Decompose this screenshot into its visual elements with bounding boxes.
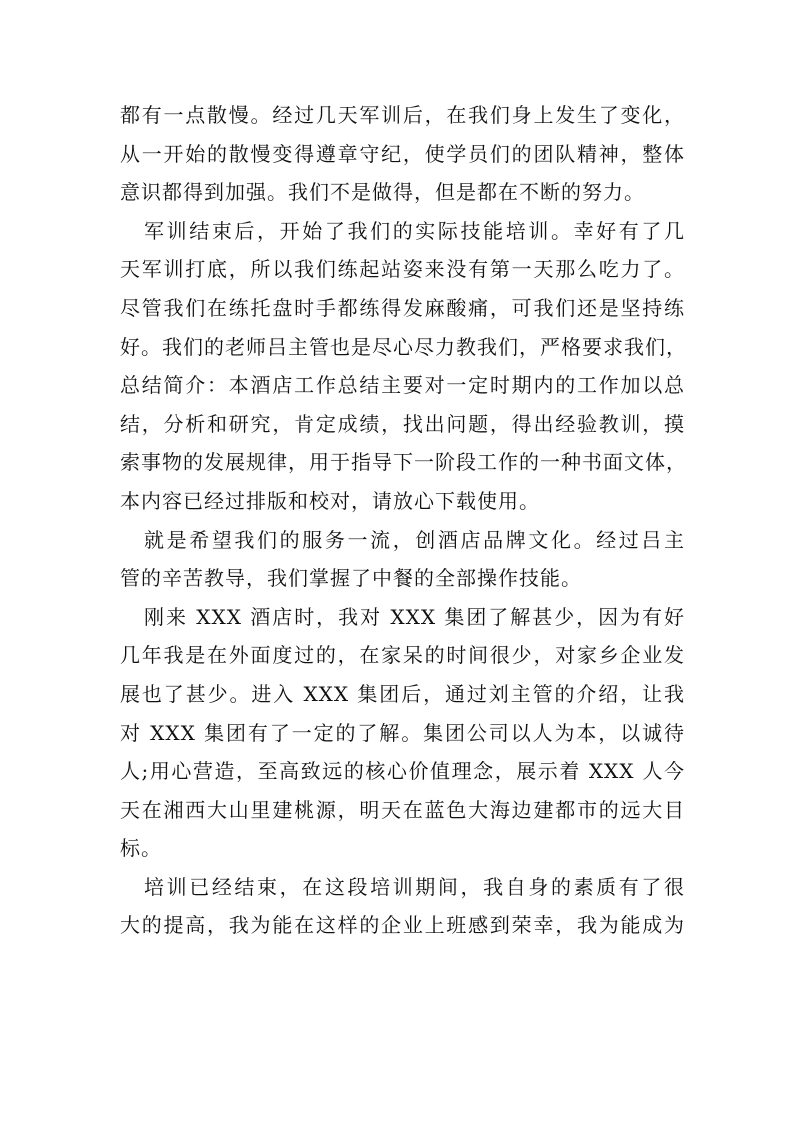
text-line: 标。 bbox=[120, 836, 162, 861]
text-line: 培训已经结束，在这段培训期间，我自身的素质有了很 bbox=[144, 874, 685, 899]
text-line: 都有一点散慢。经过几天军训后，在我们身上发生了变化， bbox=[120, 103, 685, 127]
text-line: 人;用心营造，至高致远的核心价值理念，展示着 XXX 人今 bbox=[120, 759, 685, 784]
text-line: 总结简介：本酒店工作总结主要对一定时期内的工作加以总 bbox=[120, 373, 685, 398]
text-line: 索事物的发展规律，用于指导下一阶段工作的一种书面文体， bbox=[120, 450, 687, 475]
text-line: 管的辛苦教导，我们掌握了中餐的全部操作技能。 bbox=[120, 566, 582, 591]
text-line: 几年我是在外面度过的，在家呆的时间很少，对家乡企业发 bbox=[120, 643, 685, 668]
text-line: 军训结束后，开始了我们的实际技能培训。幸好有了几 bbox=[144, 218, 685, 243]
text-line: 好。我们的老师吕主管也是尽心尽力教我们，严格要求我们， bbox=[120, 334, 687, 359]
text-line: 展也了甚少。进入 XXX 集团后，通过刘主管的介绍，让我 bbox=[120, 681, 685, 706]
document-body bbox=[120, 96, 685, 945]
text-line: 结，分析和研究，肯定成绩，找出问题，得出经验教训，摸 bbox=[120, 411, 685, 436]
text-line: 刚来 XXX 酒店时，我对 XXX 集团了解甚少，因为有好 bbox=[144, 604, 685, 629]
text-line: 从一开始的散慢变得遵章守纪，使学员们的团队精神，整体 bbox=[120, 141, 685, 166]
text-line: 天军训打底，所以我们练起站姿来没有第一天那么吃力了。 bbox=[120, 257, 685, 282]
text-line: 意识都得到加强。我们不是做得，但是都在不断的努力。 bbox=[120, 180, 645, 205]
text-line: 对 XXX 集团有了一定的了解。集团公司以人为本，以诚待 bbox=[120, 720, 685, 745]
text-line: 天在湘西大山里建桃源，明天在蓝色大海边建都市的远大目 bbox=[120, 797, 685, 822]
text-line: 大的提高，我为能在这样的企业上班感到荣幸，我为能成为 bbox=[120, 913, 685, 938]
text-line: 本内容已经过排版和校对，请放心下载使用。 bbox=[120, 488, 540, 513]
text-line: 尽管我们在练托盘时手都练得发麻酸痛，可我们还是坚持练 bbox=[120, 295, 685, 320]
text-line: 就是希望我们的服务一流，创酒店品牌文化。经过吕主 bbox=[144, 527, 685, 552]
